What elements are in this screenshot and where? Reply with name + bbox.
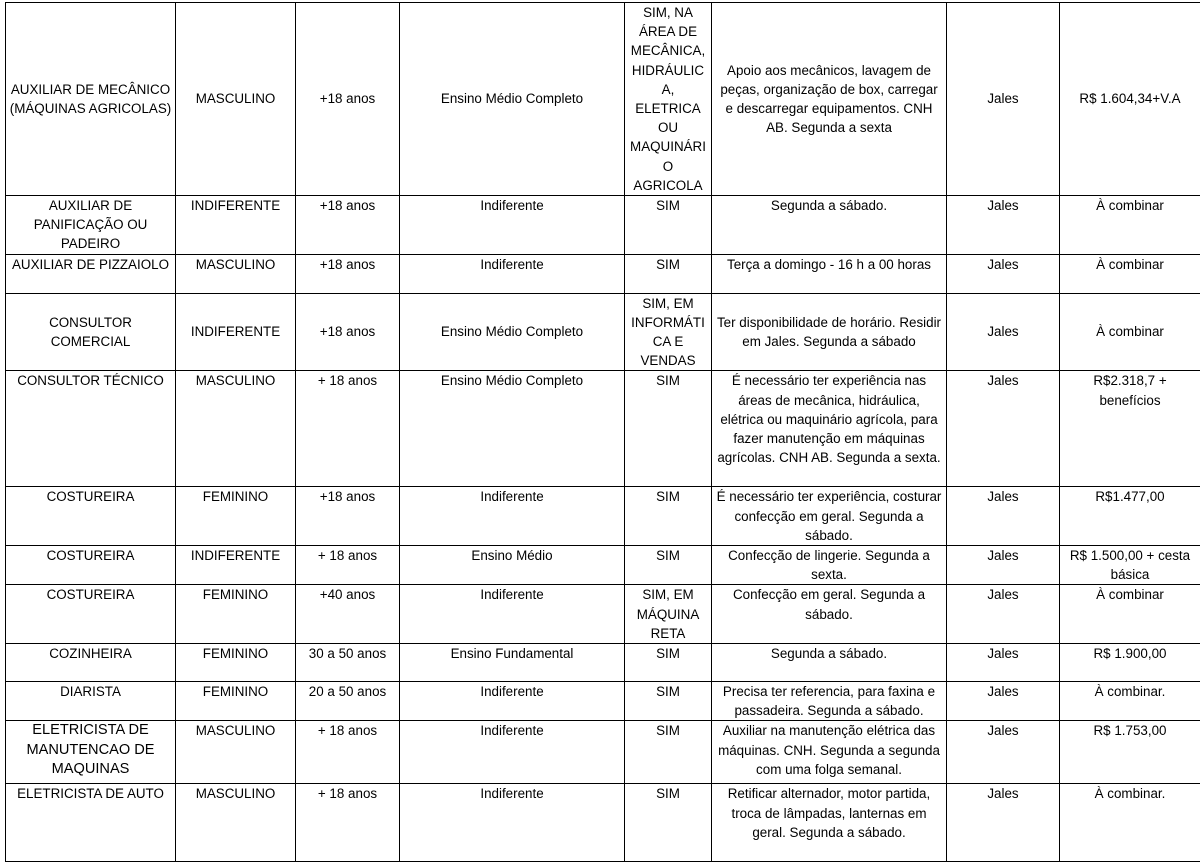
city-cell: Jales [947, 196, 1060, 255]
experience-cell: SIM [625, 721, 712, 784]
education-cell: Indiferente [400, 254, 625, 293]
age-cell: +18 anos [296, 293, 400, 371]
gender-cell: FEMININO [176, 585, 296, 644]
city-cell: Jales [947, 371, 1060, 487]
salary-cell: R$ 1.753,00 [1060, 721, 1200, 784]
gender-cell: INDIFERENTE [176, 196, 296, 255]
notes-cell: É necessário ter experiência nas áreas de mecânica, hidráulica, elétrica ou maquinário agrícola, para fazer manutenção em máquinas agrícolas. CNH AB. Segunda a sexta. [712, 371, 947, 487]
gender-cell: INDIFERENTE [176, 546, 296, 585]
salary-cell: R$2.318,7 + benefícios [1060, 371, 1200, 487]
table-row [6, 3, 1200, 196]
education-cell: Indiferente [400, 487, 625, 546]
notes-cell: Auxiliar na manutenção elétrica das máquinas. CNH. Segunda a segunda com uma folga semanal. [712, 721, 947, 784]
city-cell: Jales [947, 254, 1060, 293]
experience-cell: SIM [625, 196, 712, 255]
notes-cell: Confecção de lingerie. Segunda a sexta. [712, 546, 947, 585]
city-cell: Jales [947, 487, 1060, 546]
gender-cell: MASCULINO [176, 254, 296, 293]
job-title-cell: AUXILIAR DE PIZZAIOLO [6, 254, 176, 293]
experience-cell: SIM [625, 546, 712, 585]
table-row [6, 682, 1200, 721]
city-cell: Jales [947, 682, 1060, 721]
notes-cell: Precisa ter referencia, para faxina e passadeira. Segunda a sábado. [712, 682, 947, 721]
experience-cell: SIM [625, 254, 712, 293]
table-row [6, 585, 1200, 644]
education-cell: Indiferente [400, 682, 625, 721]
age-cell: +18 anos [296, 196, 400, 255]
city-cell: Jales [947, 3, 1060, 196]
city-cell: Jales [947, 293, 1060, 371]
experience-cell: SIM [625, 784, 712, 862]
city-cell: Jales [947, 784, 1060, 862]
table-row [6, 371, 1200, 487]
job-openings-table [5, 2, 1200, 862]
gender-cell: FEMININO [176, 644, 296, 682]
salary-cell: À combinar [1060, 585, 1200, 644]
table-row [6, 487, 1200, 546]
table-row [6, 293, 1200, 371]
salary-cell: R$ 1.604,34+V.A [1060, 3, 1200, 196]
job-title-cell: ELETRICISTA DE MANUTENCAO DE MAQUINAS [6, 721, 176, 784]
city-cell: Jales [947, 585, 1060, 644]
age-cell: +18 anos [296, 254, 400, 293]
experience-cell: SIM, EM INFORMÁTICA E VENDAS [625, 293, 712, 371]
salary-cell: À combinar [1060, 196, 1200, 255]
notes-cell: Segunda a sábado. [712, 644, 947, 682]
table-row [6, 546, 1200, 585]
city-cell: Jales [947, 721, 1060, 784]
notes-cell: Confecção em geral. Segunda a sábado. [712, 585, 947, 644]
education-cell: Ensino Médio Completo [400, 3, 625, 196]
notes-cell: É necessário ter experiência, costurar confecção em geral. Segunda a sábado. [712, 487, 947, 546]
salary-cell: À combinar [1060, 254, 1200, 293]
experience-cell: SIM [625, 682, 712, 721]
salary-cell: R$ 1.500,00 + cesta básica [1060, 546, 1200, 585]
education-cell: Ensino Médio Completo [400, 371, 625, 487]
notes-cell: Terça a domingo - 16 h a 00 horas [712, 254, 947, 293]
table-row [6, 721, 1200, 784]
gender-cell: FEMININO [176, 487, 296, 546]
gender-cell: MASCULINO [176, 784, 296, 862]
salary-cell: R$1.477,00 [1060, 487, 1200, 546]
job-title-cell: AUXILIAR DE PANIFICAÇÃO OU PADEIRO [6, 196, 176, 255]
age-cell: + 18 anos [296, 546, 400, 585]
job-title-cell: COSTUREIRA [6, 585, 176, 644]
age-cell: 20 a 50 anos [296, 682, 400, 721]
experience-cell: SIM [625, 371, 712, 487]
job-title-cell: ELETRICISTA DE AUTO [6, 784, 176, 862]
job-title-cell: DIARISTA [6, 682, 176, 721]
job-title-cell: CONSULTOR TÉCNICO [6, 371, 176, 487]
age-cell: 30 a 50 anos [296, 644, 400, 682]
experience-cell: SIM [625, 644, 712, 682]
age-cell: +18 anos [296, 487, 400, 546]
education-cell: Ensino Fundamental [400, 644, 625, 682]
education-cell: Ensino Médio [400, 546, 625, 585]
age-cell: +40 anos [296, 585, 400, 644]
education-cell: Indiferente [400, 721, 625, 784]
salary-cell: À combinar. [1060, 784, 1200, 862]
city-cell: Jales [947, 546, 1060, 585]
table-row [6, 784, 1200, 862]
notes-cell: Retificar alternador, motor partida, troca de lâmpadas, lanternas em geral. Segunda a sábado. [712, 784, 947, 862]
job-title-cell: CONSULTOR COMERCIAL [6, 293, 176, 371]
job-title-cell: AUXILIAR DE MECÂNICO (MÁQUINAS AGRICOLAS) [6, 3, 176, 196]
job-title-cell: COSTUREIRA [6, 546, 176, 585]
gender-cell: MASCULINO [176, 721, 296, 784]
education-cell: Ensino Médio Completo [400, 293, 625, 371]
table-row [6, 196, 1200, 255]
experience-cell: SIM, NA ÁREA DE MECÂNICA, HIDRÁULICA, ELETRICA OU MAQUINÁRIO AGRICOLA [625, 3, 712, 196]
gender-cell: INDIFERENTE [176, 293, 296, 371]
salary-cell: R$ 1.900,00 [1060, 644, 1200, 682]
gender-cell: MASCULINO [176, 371, 296, 487]
salary-cell: À combinar. [1060, 682, 1200, 721]
table-row [6, 254, 1200, 293]
gender-cell: MASCULINO [176, 3, 296, 196]
city-cell: Jales [947, 644, 1060, 682]
salary-cell: À combinar [1060, 293, 1200, 371]
table-row [6, 644, 1200, 682]
education-cell: Indiferente [400, 585, 625, 644]
gender-cell: FEMININO [176, 682, 296, 721]
notes-cell: Segunda a sábado. [712, 196, 947, 255]
experience-cell: SIM, EM MÁQUINA RETA [625, 585, 712, 644]
job-title-cell: COZINHEIRA [6, 644, 176, 682]
age-cell: + 18 anos [296, 721, 400, 784]
notes-cell: Apoio aos mecânicos, lavagem de peças, organização de box, carregar e descarregar equipamentos. CNH AB. Segunda a sexta [712, 3, 947, 196]
education-cell: Indiferente [400, 784, 625, 862]
age-cell: + 18 anos [296, 371, 400, 487]
education-cell: Indiferente [400, 196, 625, 255]
notes-cell: Ter disponibilidade de horário. Residir em Jales. Segunda a sábado [712, 293, 947, 371]
experience-cell: SIM [625, 487, 712, 546]
age-cell: +18 anos [296, 3, 400, 196]
job-title-cell: COSTUREIRA [6, 487, 176, 546]
age-cell: + 18 anos [296, 784, 400, 862]
